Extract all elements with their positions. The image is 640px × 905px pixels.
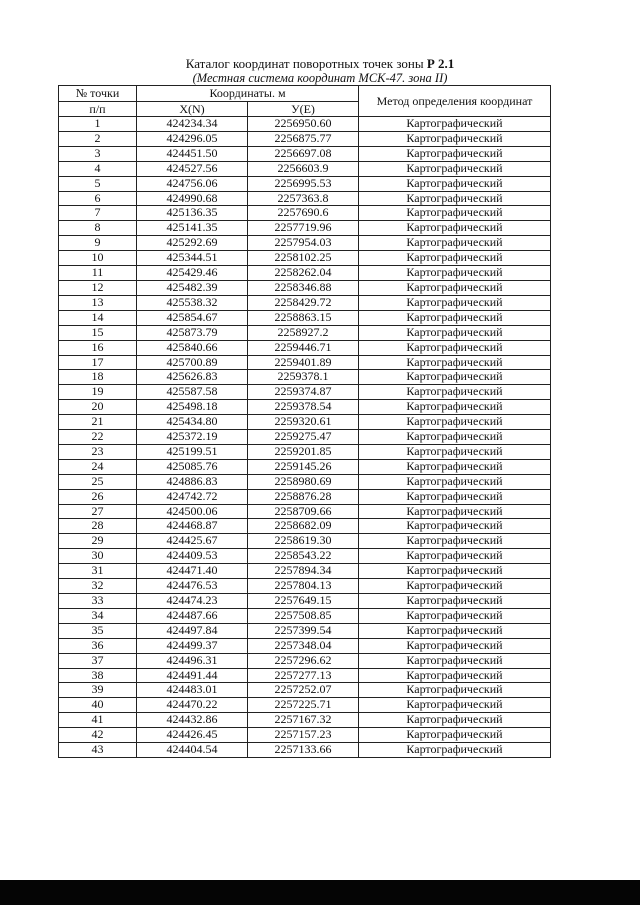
y-coordinate-cell: 2257363.8: [248, 191, 359, 206]
table-row: [59, 623, 551, 638]
method-cell: Картографический: [359, 728, 551, 743]
point-number-cell: 4: [59, 161, 137, 176]
y-coordinate-cell: 2257157.23: [248, 728, 359, 743]
point-number-cell: 38: [59, 668, 137, 683]
table-row: [59, 430, 551, 445]
point-number-cell: 12: [59, 280, 137, 295]
point-number-cell: 26: [59, 489, 137, 504]
y-coordinate-cell: 2256697.08: [248, 146, 359, 161]
point-number-cell: 33: [59, 594, 137, 609]
table-row: [59, 444, 551, 459]
y-coordinate-cell: 2257252.07: [248, 683, 359, 698]
table-row: [59, 698, 551, 713]
table-row: [59, 191, 551, 206]
method-cell: Картографический: [359, 251, 551, 266]
y-coordinate-cell: 2259145.26: [248, 459, 359, 474]
method-cell: Картографический: [359, 713, 551, 728]
y-coordinate-cell: 2258543.22: [248, 549, 359, 564]
y-coordinate-cell: 2257296.62: [248, 653, 359, 668]
y-coordinate-cell: 2258346.88: [248, 280, 359, 295]
table-row: [59, 251, 551, 266]
table-row: [59, 668, 551, 683]
x-coordinate-cell: 425854.67: [137, 310, 248, 325]
method-cell: Картографический: [359, 280, 551, 295]
table-row: [59, 280, 551, 295]
x-coordinate-cell: 424499.37: [137, 638, 248, 653]
method-cell: Картографический: [359, 594, 551, 609]
table-row: [59, 594, 551, 609]
method-cell: Картографический: [359, 623, 551, 638]
x-coordinate-cell: 424756.06: [137, 176, 248, 191]
point-number-cell: 15: [59, 325, 137, 340]
header-point-number: № точки: [59, 86, 137, 102]
x-coordinate-cell: 425482.39: [137, 280, 248, 295]
x-coordinate-cell: 424496.31: [137, 653, 248, 668]
x-coordinate-cell: 425136.35: [137, 206, 248, 221]
x-coordinate-cell: 424886.83: [137, 474, 248, 489]
method-cell: Картографический: [359, 459, 551, 474]
method-cell: Картографический: [359, 743, 551, 758]
point-number-cell: 24: [59, 459, 137, 474]
table-row: [59, 355, 551, 370]
table-row: [59, 370, 551, 385]
method-cell: Картографический: [359, 385, 551, 400]
point-number-cell: 6: [59, 191, 137, 206]
table-row: [59, 564, 551, 579]
page-subtitle: (Местная система координат МСК-47. зона II): [192, 71, 448, 85]
method-cell: Картографический: [359, 161, 551, 176]
scan-border: [0, 880, 640, 905]
method-cell: Картографический: [359, 549, 551, 564]
x-coordinate-cell: 424470.22: [137, 698, 248, 713]
table-row: [59, 579, 551, 594]
point-number-cell: 2: [59, 131, 137, 146]
point-number-cell: 30: [59, 549, 137, 564]
table-row: [59, 549, 551, 564]
point-number-cell: 16: [59, 340, 137, 355]
method-cell: Картографический: [359, 340, 551, 355]
table-row: [59, 295, 551, 310]
x-coordinate-cell: 424471.40: [137, 564, 248, 579]
method-cell: Картографический: [359, 295, 551, 310]
table-row: [59, 206, 551, 221]
point-number-cell: 43: [59, 743, 137, 758]
x-coordinate-cell: 425429.46: [137, 266, 248, 281]
point-number-cell: 1: [59, 117, 137, 132]
method-cell: Картографический: [359, 519, 551, 534]
point-number-cell: 10: [59, 251, 137, 266]
method-cell: Картографический: [359, 579, 551, 594]
y-coordinate-cell: 2258682.09: [248, 519, 359, 534]
method-cell: Картографический: [359, 191, 551, 206]
method-cell: Картографический: [359, 638, 551, 653]
method-cell: Картографический: [359, 117, 551, 132]
table-row: [59, 221, 551, 236]
point-number-cell: 20: [59, 400, 137, 415]
y-coordinate-cell: 2257348.04: [248, 638, 359, 653]
x-coordinate-cell: 424491.44: [137, 668, 248, 683]
header-point-sub: п/п: [59, 101, 137, 117]
point-number-cell: 14: [59, 310, 137, 325]
table-row: [59, 117, 551, 132]
x-coordinate-cell: 424404.54: [137, 743, 248, 758]
y-coordinate-cell: 2256950.60: [248, 117, 359, 132]
x-coordinate-cell: 425587.58: [137, 385, 248, 400]
table-row: [59, 325, 551, 340]
x-coordinate-cell: 424483.01: [137, 683, 248, 698]
y-coordinate-cell: 2257804.13: [248, 579, 359, 594]
table-row: [59, 519, 551, 534]
table-row: [59, 266, 551, 281]
title-text: Каталог координат поворотных точек зоны: [185, 56, 427, 71]
y-coordinate-cell: 2259201.85: [248, 444, 359, 459]
table-body: [59, 117, 551, 758]
x-coordinate-cell: 424500.06: [137, 504, 248, 519]
y-coordinate-cell: 2258927.2: [248, 325, 359, 340]
method-cell: Картографический: [359, 430, 551, 445]
table-row: [59, 146, 551, 161]
point-number-cell: 22: [59, 430, 137, 445]
method-cell: Картографический: [359, 146, 551, 161]
x-coordinate-cell: 425840.66: [137, 340, 248, 355]
point-number-cell: 25: [59, 474, 137, 489]
x-coordinate-cell: 425498.18: [137, 400, 248, 415]
point-number-cell: 9: [59, 236, 137, 251]
x-coordinate-cell: 424432.86: [137, 713, 248, 728]
method-cell: Картографический: [359, 310, 551, 325]
table-row: [59, 131, 551, 146]
method-cell: Картографический: [359, 653, 551, 668]
table-row: [59, 176, 551, 191]
point-number-cell: 32: [59, 579, 137, 594]
y-coordinate-cell: 2257133.66: [248, 743, 359, 758]
y-coordinate-cell: 2256995.53: [248, 176, 359, 191]
y-coordinate-cell: 2258980.69: [248, 474, 359, 489]
method-cell: Картографический: [359, 176, 551, 191]
y-coordinate-cell: 2258102.25: [248, 251, 359, 266]
x-coordinate-cell: 425199.51: [137, 444, 248, 459]
point-number-cell: 21: [59, 415, 137, 430]
method-cell: Картографический: [359, 504, 551, 519]
y-coordinate-cell: 2258262.04: [248, 266, 359, 281]
y-coordinate-cell: 2257690.6: [248, 206, 359, 221]
table-row: [59, 400, 551, 415]
method-cell: Картографический: [359, 608, 551, 623]
x-coordinate-cell: 425873.79: [137, 325, 248, 340]
method-cell: Картографический: [359, 668, 551, 683]
method-cell: Картографический: [359, 415, 551, 430]
point-number-cell: 3: [59, 146, 137, 161]
x-coordinate-cell: 424468.87: [137, 519, 248, 534]
table-row: [59, 236, 551, 251]
y-coordinate-cell: 2257894.34: [248, 564, 359, 579]
table-row: [59, 743, 551, 758]
table-row: [59, 415, 551, 430]
y-coordinate-cell: 2258709.66: [248, 504, 359, 519]
point-number-cell: 23: [59, 444, 137, 459]
point-number-cell: 31: [59, 564, 137, 579]
table-row: [59, 608, 551, 623]
y-coordinate-cell: 2258619.30: [248, 534, 359, 549]
x-coordinate-cell: 424426.45: [137, 728, 248, 743]
x-coordinate-cell: 425085.76: [137, 459, 248, 474]
x-coordinate-cell: 425372.19: [137, 430, 248, 445]
point-number-cell: 34: [59, 608, 137, 623]
header-x: X(N): [137, 101, 248, 117]
zone-code: Р 2.1: [426, 56, 455, 71]
table-row: [59, 683, 551, 698]
method-cell: Картографический: [359, 474, 551, 489]
x-coordinate-cell: 424497.84: [137, 623, 248, 638]
header-method: Метод определения координат: [359, 86, 551, 117]
table-row: [59, 385, 551, 400]
table-row: [59, 161, 551, 176]
x-coordinate-cell: 424742.72: [137, 489, 248, 504]
table-row: [59, 534, 551, 549]
y-coordinate-cell: 2259378.1: [248, 370, 359, 385]
x-coordinate-cell: 424234.34: [137, 117, 248, 132]
x-coordinate-cell: 424425.67: [137, 534, 248, 549]
method-cell: Картографический: [359, 564, 551, 579]
point-number-cell: 29: [59, 534, 137, 549]
x-coordinate-cell: 424474.23: [137, 594, 248, 609]
y-coordinate-cell: 2259446.71: [248, 340, 359, 355]
point-number-cell: 8: [59, 221, 137, 236]
x-coordinate-cell: 424451.50: [137, 146, 248, 161]
method-cell: Картографический: [359, 489, 551, 504]
x-coordinate-cell: 424296.05: [137, 131, 248, 146]
y-coordinate-cell: 2256875.77: [248, 131, 359, 146]
y-coordinate-cell: 2258863.15: [248, 310, 359, 325]
x-coordinate-cell: 425344.51: [137, 251, 248, 266]
table-row: [59, 310, 551, 325]
page-title: [0, 57, 640, 71]
y-coordinate-cell: 2258876.28: [248, 489, 359, 504]
header-y: У(Е): [248, 101, 359, 117]
point-number-cell: 13: [59, 295, 137, 310]
point-number-cell: 39: [59, 683, 137, 698]
x-coordinate-cell: 425141.35: [137, 221, 248, 236]
y-coordinate-cell: 2259401.89: [248, 355, 359, 370]
y-coordinate-cell: 2257167.32: [248, 713, 359, 728]
point-number-cell: 18: [59, 370, 137, 385]
point-number-cell: 7: [59, 206, 137, 221]
y-coordinate-cell: 2259374.87: [248, 385, 359, 400]
table-row: [59, 713, 551, 728]
y-coordinate-cell: 2257277.13: [248, 668, 359, 683]
y-coordinate-cell: 2257954.03: [248, 236, 359, 251]
method-cell: Картографический: [359, 325, 551, 340]
point-number-cell: 40: [59, 698, 137, 713]
y-coordinate-cell: 2257649.15: [248, 594, 359, 609]
y-coordinate-cell: 2259320.61: [248, 415, 359, 430]
x-coordinate-cell: 424487.66: [137, 608, 248, 623]
coordinates-table: [58, 85, 551, 758]
method-cell: Картографический: [359, 131, 551, 146]
method-cell: Картографический: [359, 370, 551, 385]
method-cell: Картографический: [359, 221, 551, 236]
table-row: [59, 728, 551, 743]
y-coordinate-cell: 2257399.54: [248, 623, 359, 638]
point-number-cell: 42: [59, 728, 137, 743]
x-coordinate-cell: 425538.32: [137, 295, 248, 310]
method-cell: Картографический: [359, 698, 551, 713]
point-number-cell: 41: [59, 713, 137, 728]
table-row: [59, 459, 551, 474]
method-cell: Картографический: [359, 400, 551, 415]
y-coordinate-cell: 2259275.47: [248, 430, 359, 445]
point-number-cell: 28: [59, 519, 137, 534]
y-coordinate-cell: 2256603.9: [248, 161, 359, 176]
point-number-cell: 19: [59, 385, 137, 400]
header-coordinates: Координаты. м: [137, 86, 359, 102]
y-coordinate-cell: 2258429.72: [248, 295, 359, 310]
table-row: [59, 638, 551, 653]
point-number-cell: 37: [59, 653, 137, 668]
method-cell: Картографический: [359, 355, 551, 370]
point-number-cell: 17: [59, 355, 137, 370]
method-cell: Картографический: [359, 236, 551, 251]
table-row: [59, 474, 551, 489]
table-row: [59, 340, 551, 355]
method-cell: Картографический: [359, 444, 551, 459]
x-coordinate-cell: 425292.69: [137, 236, 248, 251]
point-number-cell: 5: [59, 176, 137, 191]
x-coordinate-cell: 424527.56: [137, 161, 248, 176]
point-number-cell: 27: [59, 504, 137, 519]
point-number-cell: 35: [59, 623, 137, 638]
x-coordinate-cell: 424409.53: [137, 549, 248, 564]
y-coordinate-cell: 2259378.54: [248, 400, 359, 415]
x-coordinate-cell: 424476.53: [137, 579, 248, 594]
point-number-cell: 11: [59, 266, 137, 281]
method-cell: Картографический: [359, 683, 551, 698]
table-row: [59, 504, 551, 519]
x-coordinate-cell: 424990.68: [137, 191, 248, 206]
x-coordinate-cell: 425434.80: [137, 415, 248, 430]
x-coordinate-cell: 425700.89: [137, 355, 248, 370]
method-cell: Картографический: [359, 266, 551, 281]
y-coordinate-cell: 2257225.71: [248, 698, 359, 713]
x-coordinate-cell: 425626.83: [137, 370, 248, 385]
method-cell: Картографический: [359, 206, 551, 221]
y-coordinate-cell: 2257508.85: [248, 608, 359, 623]
table-header: [59, 86, 551, 117]
method-cell: Картографический: [359, 534, 551, 549]
point-number-cell: 36: [59, 638, 137, 653]
table-row: [59, 653, 551, 668]
table-row: [59, 489, 551, 504]
y-coordinate-cell: 2257719.96: [248, 221, 359, 236]
